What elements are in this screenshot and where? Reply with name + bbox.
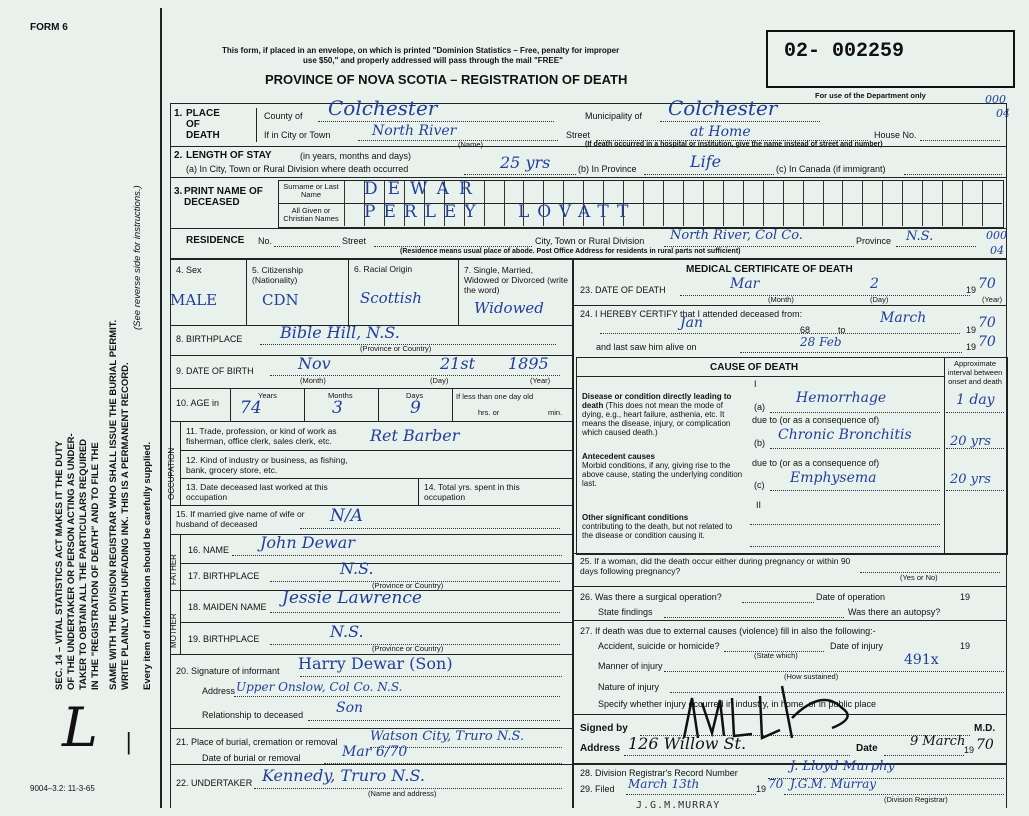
registration-number-box <box>766 30 1015 88</box>
state-findings: State findings <box>598 607 653 617</box>
yes-no-caption: (Yes or No) <box>900 573 938 582</box>
residence-label: RESIDENCE <box>186 235 245 246</box>
sex-value: MALE <box>170 291 218 309</box>
street-value: at Home <box>690 124 751 140</box>
age-years-caption: Years <box>258 391 277 400</box>
burial-date-label: Date of burial or removal <box>202 753 301 763</box>
sec2-number: 2. <box>174 150 183 161</box>
side-instruction-5: SAME WITH THE DIVISION REGISTRAR WHO SHALL ISSUE THE BURIAL PERMIT. <box>108 319 119 690</box>
mother-side-label: MOTHER <box>169 613 178 648</box>
md-label: M.D. <box>974 723 996 734</box>
q23-label: 23. DATE OF DEATH <box>580 285 666 295</box>
disease-bold: Disease or condition directly leading to death <box>582 392 732 410</box>
roman-1: I <box>754 379 757 389</box>
side-instruction-6: WRITE PLAINLY WITH UNFADING INK. THIS IS A PERMANENT RECORD. <box>120 362 131 690</box>
q21-label: 21. Place of burial, cremation or removal <box>176 737 338 747</box>
dept-code-1: 000 <box>985 93 1006 106</box>
less-than-day: If less than one day old <box>456 392 534 401</box>
burial-place: Watson City, Truro N.S. <box>370 729 525 744</box>
mother-prov-caption: (Province or Country) <box>372 644 444 653</box>
sex-label: 4. Sex <box>176 265 202 275</box>
sec2-sub: (in years, months and days) <box>300 151 412 161</box>
stay-b-value: Life <box>690 152 722 171</box>
mail-notice-2: use $50," and properly addressed will pass through the mail "FREE" <box>303 56 563 65</box>
q22-label: 22. UNDERTAKER <box>176 778 253 788</box>
burial-date: Mar 6/70 <box>342 744 408 760</box>
q25-label: 25. If a woman, did the death occur either during pregnancy or within 90 days following pregnancy? <box>580 556 851 576</box>
cause-c-value: Emphysema <box>790 470 877 486</box>
op-year-prefix: 19 <box>960 592 971 602</box>
given-label: All Given or Christian Names <box>283 206 339 223</box>
interval-title: Approximate interval between onset and death <box>947 359 1003 386</box>
state-which-caption: (State which) <box>754 651 798 660</box>
q27-label: 27. If death was due to external causes (violence) fill in also the following:- <box>580 626 876 636</box>
undertaker-value: Kennedy, Truro N.S. <box>262 766 425 785</box>
spouse-value: N/A <box>330 506 363 526</box>
cause-code: 491x <box>904 652 939 668</box>
undertaker-caption: (Name and address) <box>368 789 437 798</box>
dept-use-label: For use of the Department only <box>815 91 926 100</box>
side-instruction-8: Every item of information should be carefully supplied. <box>142 441 153 690</box>
side-instruction-1: SEC. 14 – VITAL STATISTICS ACT MAKES IT THE DUTY <box>54 440 65 690</box>
side-instruction-4: IN THE "REGISTRATION OF DEATH" AND TO FILE THE <box>90 442 101 690</box>
other-text <box>582 513 744 540</box>
handwritten-mark-2: | <box>125 730 133 755</box>
side-instruction-7: (See reverse side for instructions.) <box>132 185 143 330</box>
other-desc: contributing to the death, but not related to the disease or condition causing it. <box>582 522 733 540</box>
attended-to: March <box>880 310 927 326</box>
residence-note: (Residence means usual place of abode. Post Office Address for residents in rural parts not sufficient) <box>400 248 741 255</box>
informant-signature: Harry Dewar (Son) <box>298 654 453 673</box>
surname-value: DEWAR <box>364 179 482 199</box>
house-label: House No. <box>874 130 917 140</box>
age-min: min. <box>548 408 563 417</box>
autopsy-label: Was there an autopsy? <box>848 607 941 617</box>
sign-date: 9 March <box>910 734 966 749</box>
residence-city-value: North River, Col Co. <box>670 228 803 243</box>
q20-label: 20. Signature of informant <box>176 666 280 676</box>
q19-label: 19. BIRTHPLACE <box>188 634 260 644</box>
dept-code-4: 04 <box>990 244 1004 257</box>
sec1-label: PLACE OF DEATH <box>186 108 220 141</box>
form-number: FORM 6 <box>30 22 68 33</box>
how-sustained-caption: (How sustained) <box>784 672 839 681</box>
antecedent-desc: Morbid conditions, if any, giving rise to the above cause, stating the underlying condition last. <box>582 461 743 488</box>
q18-label: 18. MAIDEN NAME <box>188 602 267 612</box>
print-code: 9004–3.2: 11-3-65 <box>30 784 95 793</box>
disease-desc: (This does not mean the mode of dying, e.g., heart failure, asthenia, etc. It means the disease, injury, or complication which caused death.) <box>582 401 731 437</box>
q16-label: 16. NAME <box>188 545 230 555</box>
nature-label: Nature of injury <box>598 682 660 692</box>
informant-address: Upper Onslow, Col Co. N.S. <box>236 680 403 694</box>
q15-label: 15. If married give name of wife or husband of deceased <box>176 509 305 529</box>
attended-from-year: 68 <box>800 325 811 335</box>
dob-label: 9. DATE OF BIRTH <box>176 366 254 376</box>
father-birthplace: N.S. <box>340 559 374 578</box>
residence-province-label: Province <box>856 236 892 246</box>
attended-from: Jan <box>680 315 703 331</box>
given-value-2: LOVATT <box>518 202 637 222</box>
residence-no-label: No. <box>258 236 273 246</box>
disease-text <box>582 392 744 437</box>
last-saw-prefix: 19 <box>966 342 977 352</box>
injury-year-prefix: 19 <box>960 641 971 651</box>
occupation-side-label: OCCUPATION <box>167 447 176 500</box>
age-label: 10. AGE in <box>176 398 220 408</box>
birthplace-value: Bible Hill, N.S. <box>280 323 400 342</box>
other-bold: Other significant conditions <box>582 513 689 522</box>
attended-to-prefix: 19 <box>966 325 977 335</box>
attended-to-year: 70 <box>978 315 996 331</box>
side-instruction-2: OF THE UNDERTAKER OR PERSON ACTING AS UNDER- <box>66 433 77 690</box>
medical-title: MEDICAL CERTIFICATE OF DEATH <box>686 264 853 275</box>
q26-label: 26. Was there a surgical operation? <box>580 592 722 602</box>
attended-to-label: to <box>838 325 846 335</box>
q17-label: 17. BIRTHPLACE <box>188 571 260 581</box>
street-label: Street <box>566 130 591 140</box>
cause-b-interval: 20 yrs <box>950 434 991 449</box>
q28-label: 28. Division Registrar's Record Number <box>580 768 738 778</box>
cause-b-label: (b) <box>754 438 765 448</box>
relationship-label: Relationship to deceased <box>202 710 304 720</box>
side-instruction-3: TAKER TO OBTAIN ALL THE PARTICULARS REQUIRED <box>78 438 89 690</box>
citizenship-label: 5. Citizenship (Nationality) <box>252 265 304 285</box>
stay-b-label: (b) In Province <box>578 164 637 174</box>
last-saw-year: 70 <box>978 334 996 350</box>
cause-a-value: Hemorrhage <box>796 390 887 406</box>
death-year: 70 <box>978 276 996 292</box>
antecedent-bold: Antecedent causes <box>582 452 655 461</box>
relationship-value: Son <box>336 700 364 716</box>
residence-province-value: N.S. <box>906 229 934 244</box>
age-days-caption: Days <box>406 391 424 400</box>
q13-label: 13. Date deceased last worked at this occupation <box>186 482 328 502</box>
name-caption: (Name) <box>458 140 484 149</box>
death-day: 2 <box>870 276 879 292</box>
date-of-injury: Date of injury <box>830 641 884 651</box>
q29-label: 29. Filed <box>580 784 615 794</box>
informant-address-label: Address <box>202 686 236 696</box>
age-months: 3 <box>332 398 343 418</box>
death-month: Mar <box>730 276 760 292</box>
signed-by-label: Signed by <box>580 723 628 734</box>
sign-date-label: Date <box>856 743 878 754</box>
dept-code-2: 04 <box>996 107 1010 120</box>
q11-label: 11. Trade, profession, or kind of work as fisherman, office clerk, sales clerk, etc. <box>186 426 337 446</box>
last-saw-value: 28 Feb <box>800 335 842 349</box>
filed-year: 70 <box>768 777 784 791</box>
father-side-label: FATHER <box>169 554 178 585</box>
mother-birthplace: N.S. <box>330 622 364 641</box>
stay-a-value: 25 yrs <box>500 153 551 172</box>
marital-label: 7. Single, Married, Widowed or Divorced (write the word) <box>464 265 568 295</box>
dob-year-caption: (Year) <box>530 376 551 385</box>
sec1-number: 1. <box>174 108 183 119</box>
registrar-stamp: J.G.M.MURRAY <box>636 800 721 811</box>
municipality-label: Municipality of <box>585 111 643 121</box>
last-saw-label: and last saw him alive on <box>596 342 697 352</box>
manner-label: Manner of injury <box>598 661 663 671</box>
sec3-number: 3. <box>174 186 183 197</box>
racial-label: 6. Racial Origin <box>354 264 413 274</box>
doc-address: 126 Willow St. <box>628 734 747 753</box>
doc-address-label: Address <box>580 743 621 754</box>
death-year-caption: (Year) <box>982 295 1003 304</box>
cause-title: CAUSE OF DEATH <box>710 362 799 373</box>
q24-label: 24. I HEREBY CERTIFY that I attended deceased from: <box>580 309 803 319</box>
father-name: John Dewar <box>260 533 355 552</box>
birthplace-label: 8. BIRTHPLACE <box>176 334 243 344</box>
registration-number: 02- 002259 <box>784 40 905 63</box>
municipality-value: Colchester <box>668 96 778 120</box>
death-day-caption: (Day) <box>870 295 889 304</box>
racial-value: Scottish <box>360 289 422 307</box>
county-label: County of <box>264 111 303 121</box>
death-month-caption: (Month) <box>768 295 794 304</box>
county-value: Colchester <box>328 96 438 120</box>
accident-label: Accident, suicide or homicide? <box>598 641 720 651</box>
dept-code-3: 000 <box>986 229 1007 242</box>
dob-month: Nov <box>298 354 331 373</box>
cause-a-label: (a) <box>754 402 765 412</box>
filed-date: March 13th <box>628 777 700 791</box>
handwritten-mark: L <box>62 696 98 759</box>
cause-b-value: Chronic Bronchitis <box>778 427 912 443</box>
form-title: PROVINCE OF NOVA SCOTIA – REGISTRATION OF DEATH <box>265 72 628 87</box>
date-of-operation: Date of operation <box>816 592 886 602</box>
cause-a-interval: 1 day <box>956 392 995 408</box>
antecedent-text <box>582 452 744 488</box>
death-year-prefix: 19 <box>966 285 977 295</box>
city-value: North River <box>372 123 457 139</box>
surname-label: Surname or Last Name <box>283 182 339 199</box>
division-caption: (Division Registrar) <box>884 795 948 804</box>
sec3-label: PRINT NAME OF DECEASED <box>184 186 263 208</box>
q12-label: 12. Kind of industry or business, as fishing, bank, grocery store, etc. <box>186 455 348 475</box>
filed-year-prefix: 19 <box>756 784 767 794</box>
citizenship-value: CDN <box>262 291 299 309</box>
mother-name: Jessie Lawrence <box>282 588 422 608</box>
trade-value: Ret Barber <box>370 426 460 445</box>
specify-label: Specify whether injury occurred in industry, in home, or in public place <box>598 699 876 709</box>
division-signature: J.G.M. Murray <box>790 777 877 791</box>
hospital-note: (If death occurred in a hospital or institution, give the name instead of street and number) <box>585 141 883 148</box>
dob-day-caption: (Day) <box>430 376 449 385</box>
due-to-2: due to (or as a consequence of) <box>752 458 880 468</box>
age-hrs: hrs. or <box>478 408 500 417</box>
age-days: 9 <box>410 398 421 418</box>
birthplace-caption: (Province or Country) <box>360 344 432 353</box>
sign-year-prefix: 19 <box>964 745 975 755</box>
mail-notice-1: This form, if placed in an envelope, on which is printed "Dominion Statistics – Free, penalty for improper <box>222 46 620 55</box>
record-value: J. Lloyd Murphy <box>790 759 895 774</box>
dob-year: 1895 <box>508 354 549 373</box>
sec2-label: LENGTH OF STAY <box>186 150 272 161</box>
father-prov-caption: (Province or Country) <box>372 581 444 590</box>
age-months-caption: Months <box>328 391 353 400</box>
cause-c-label: (c) <box>754 480 765 490</box>
marital-value: Widowed <box>474 299 544 317</box>
residence-city-label: City, Town or Rural Division <box>535 236 645 246</box>
cause-c-interval: 20 yrs <box>950 472 991 487</box>
stay-a-label: (a) In City, Town or Rural Division where death occurred <box>186 164 409 174</box>
dob-day: 21st <box>440 354 475 373</box>
city-label: If in City or Town <box>264 130 331 140</box>
residence-street-label: Street <box>342 236 367 246</box>
due-to-1: due to (or as a consequence of) <box>752 415 880 425</box>
age-years: 74 <box>240 398 262 418</box>
given-value-1: PERLEY <box>364 202 484 222</box>
q14-label: 14. Total yrs. spent in this occupation <box>424 482 520 502</box>
sign-year: 70 <box>976 737 994 753</box>
roman-2: II <box>756 500 762 510</box>
dob-month-caption: (Month) <box>300 376 326 385</box>
stay-c-label: (c) In Canada (if immigrant) <box>776 164 886 174</box>
